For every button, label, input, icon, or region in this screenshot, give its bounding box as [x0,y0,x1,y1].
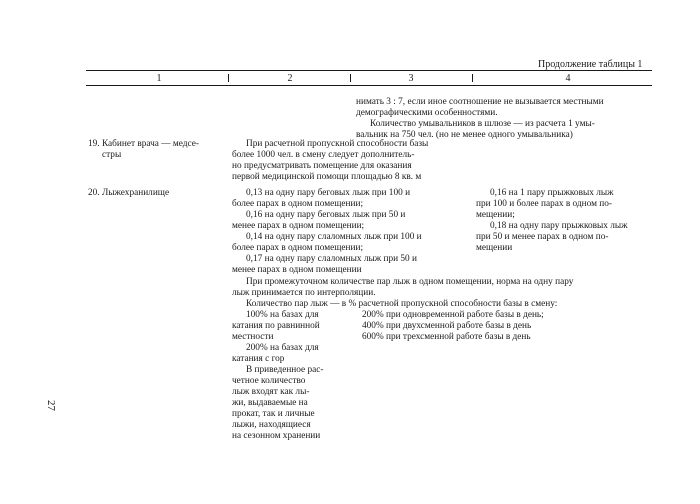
row20-col4-line: мещении; [476,210,515,220]
row20-left-line: катания по равнинной [232,321,320,331]
row20-col2-line: более парах в одном помещении; [232,243,364,253]
intro-line: нимать 3 : 7, если иное соотношение не вызывается местными [356,97,604,107]
col-divider [472,74,473,82]
row20-left-line: прокат, так и личные [232,409,315,419]
row20-col4 [476,188,628,254]
row19-text [232,139,428,183]
row20-left-line: местности [232,332,274,342]
row20-intermediate [232,277,573,299]
row20-col2-line: 0,14 на одну пару слаломных лыж при 100 и [246,232,422,242]
col-number-4: 4 [565,73,571,84]
row20-right-line: 400% при двухсменной работе базы в день [362,321,532,331]
row20-intermediate-line: При промежуточном количестве пар лыж в одном помещении, норма на одну пару [246,277,574,287]
row20-col2-line: 0,16 на одну пару беговых лыж при 50 и [246,210,406,220]
row20-left-line: лыжи, находящиеся [232,420,311,430]
row20-col4-line: 0,16 на 1 пару прыжковых лыж [490,188,614,198]
row20-left-line: лыж входят как лы- [232,387,310,397]
row20-left-line: на сезонном хранении [232,431,321,441]
row20-right-line: 600% при трехсменной работе базы в день [362,332,531,342]
row19-text-line: но предусматривать помещение для оказания [232,161,412,171]
col-number-1: 1 [156,73,162,84]
row20-left-line: четное количество [232,376,306,386]
row20-col2 [232,188,422,276]
header-bottom-rule [86,85,652,86]
continuation-label: Продолжение таблицы 1 [538,59,643,70]
row20-col2-line: менее парах в одном помещении; [232,221,365,231]
row19-text-line: первой медицинской помощи площадью 8 кв. м [232,172,422,182]
row19-text-line: более 1000 чел. в смену следует дополнитель- [232,150,415,160]
intro-line: вальник на 750 чел. (но не менее одного умывальника) [356,130,573,140]
col-number-3: 3 [408,73,414,84]
row20-col4-line: 0,18 на одну пару прыжковых лыж [490,221,628,231]
row20-name: 20. Лыжехранилище [88,188,170,198]
col-divider [350,74,351,82]
row20-col4-line: мещении [476,243,513,253]
row20-left-line: катания с гор [232,354,285,364]
row20-intermediate-line: лыж принимается по интерполяции. [232,288,376,298]
row20-right-block [362,310,544,343]
row20-left-line: В приведенное рас- [246,365,324,375]
row20-col2-line: менее парах в одном помещении [232,265,362,275]
intro-text [356,97,604,141]
col-number-2: 2 [287,73,293,84]
page-number: 27 [45,400,57,411]
row20-col4-line: при 100 и более парах в одном по- [476,199,613,209]
row20-col2-line: 0,13 на одну пару беговых лыж при 100 и [246,188,411,198]
row20-col2-line: 0,17 на одну пару слаломных лыж при 50 и [246,254,417,264]
row19-name-line: 19. Кабинет врача — медсе- [88,139,199,149]
row20-left-line: 200% на базах для [246,343,319,353]
row19-name-line: стры [102,150,122,160]
header-top-rule [86,70,652,71]
row20-left-line: 100% на базах для [246,310,319,320]
intro-line: Количество умывальников в шлюзе — из расчета 1 умы- [370,119,595,129]
intro-line: демографическими особенностями. [356,108,498,118]
row20-quantity-heading: Количество пар лыж — в % расчетной пропускной способности базы в смену: [246,299,558,309]
row19-name [88,139,199,161]
row20-left-line: жи, выдаваемые на [232,398,308,408]
row20-left-block [232,310,323,442]
row20-col2-line: более парах в одном помещении; [232,199,364,209]
row20-right-line: 200% при одновременной работе базы в день; [362,310,544,320]
col-divider [228,74,229,82]
row20-col4-line: при 50 и менее парах в одном по- [476,232,609,242]
row19-text-line: При расчетной пропускной способности базы [246,139,429,149]
